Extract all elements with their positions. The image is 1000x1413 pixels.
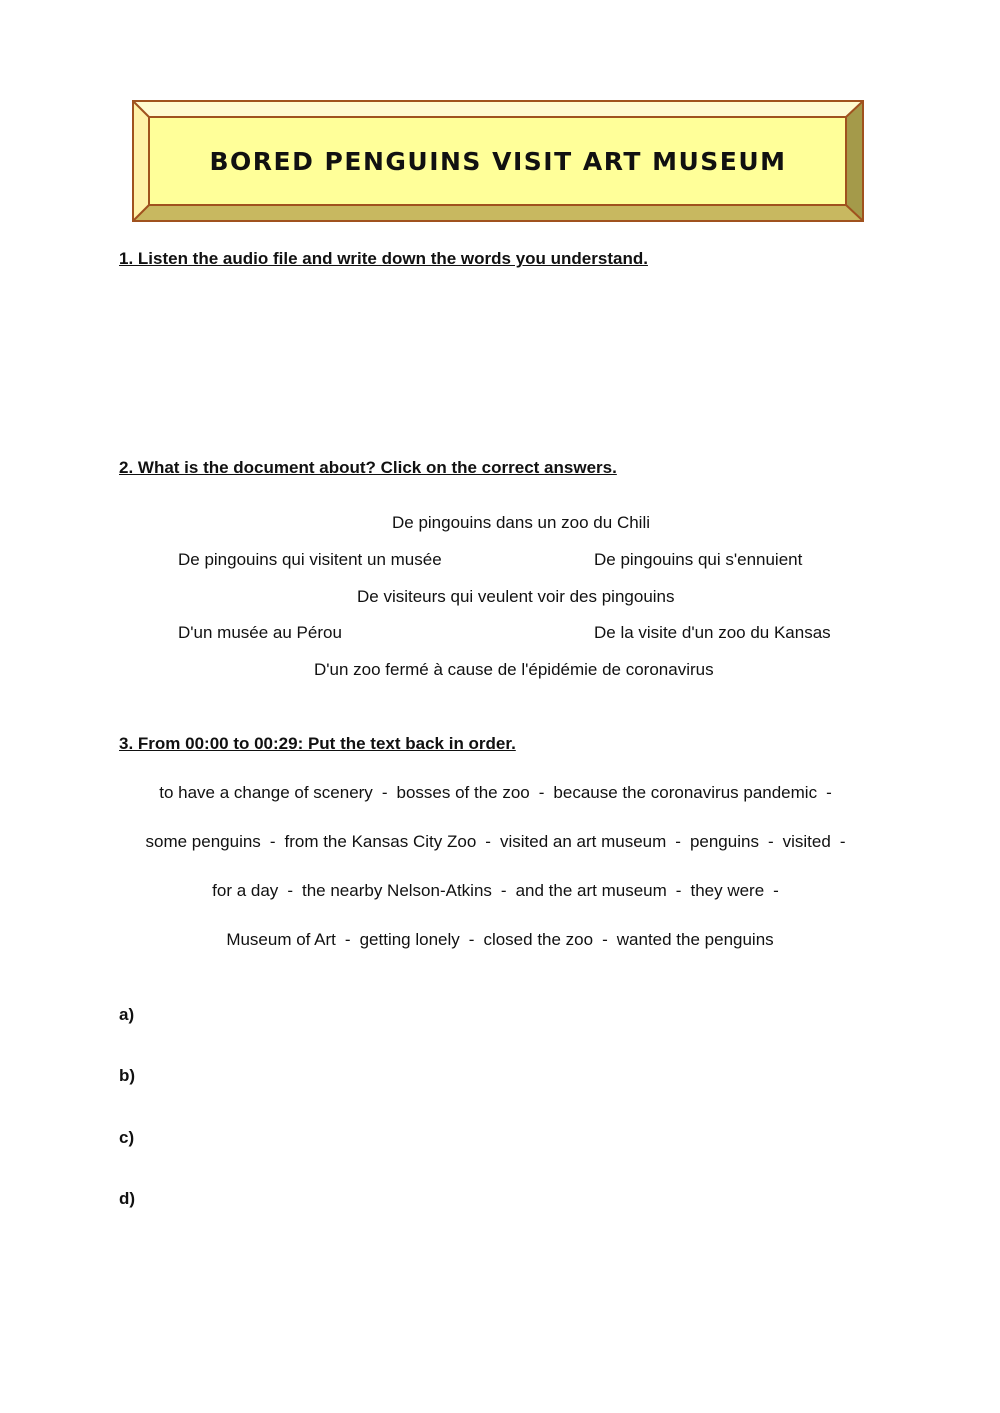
answer-label-d: d) — [119, 1189, 136, 1208]
separator: - — [675, 881, 682, 900]
separator: - — [602, 930, 608, 949]
answer-label-c: c) — [119, 1128, 135, 1147]
word-chip[interactable]: getting lonely — [359, 930, 460, 949]
answer-label-b: b) — [119, 1066, 136, 1085]
word-chip[interactable]: they were — [690, 881, 765, 900]
answer-option[interactable]: D'un zoo fermé à cause de l'épidémie de coronavirus — [314, 660, 714, 679]
separator: - — [538, 783, 545, 802]
word-chip[interactable]: some penguins — [145, 832, 261, 851]
separator: - — [381, 783, 388, 802]
separator: - — [468, 930, 475, 949]
word-chip[interactable]: wanted the penguins — [616, 930, 774, 949]
word-chip[interactable]: closed the zoo — [483, 930, 594, 949]
separator: - — [773, 881, 779, 900]
section-2-heading: 2. What is the document about? Click on the correct answers. — [119, 458, 617, 477]
word-chip[interactable]: for a day — [212, 881, 279, 900]
title-banner — [132, 100, 864, 222]
word-line — [0, 783, 1000, 803]
word-chip[interactable]: bosses of the zoo — [396, 783, 530, 802]
answer-option[interactable]: De pingouins dans un zoo du Chili — [392, 513, 651, 532]
answer-label-a: a) — [119, 1005, 135, 1024]
answer-option[interactable]: De pingouins qui s'ennuient — [594, 550, 803, 569]
separator: - — [675, 832, 681, 851]
answer-option[interactable]: D'un musée au Pérou — [178, 623, 342, 642]
separator: - — [344, 930, 351, 949]
answer-option[interactable]: De visiteurs qui veulent voir des pingouins — [357, 587, 675, 606]
word-chip[interactable]: from the Kansas City Zoo — [284, 832, 477, 851]
separator: - — [839, 832, 846, 851]
separator: - — [826, 783, 832, 802]
word-line — [0, 881, 1000, 901]
word-chip[interactable]: because the coronavirus pandemic — [553, 783, 818, 802]
word-chip[interactable]: visited — [782, 832, 831, 851]
separator: - — [485, 832, 491, 851]
word-chip[interactable]: penguins — [689, 832, 759, 851]
separator: - — [269, 832, 276, 851]
answer-option[interactable]: De la visite d'un zoo du Kansas — [594, 623, 831, 642]
separator: - — [500, 881, 507, 900]
word-chip[interactable]: and the art museum — [515, 881, 667, 900]
word-chip[interactable]: to have a change of scenery — [159, 783, 373, 802]
word-chip[interactable]: Museum of Art — [226, 930, 336, 949]
word-line — [0, 832, 1000, 852]
separator: - — [767, 832, 774, 851]
separator: - — [287, 881, 293, 900]
word-chip[interactable]: the nearby Nelson-Atkins — [301, 881, 492, 900]
section-1-heading: 1. Listen the audio file and write down the words you understand. — [119, 249, 648, 268]
word-line — [0, 930, 1000, 950]
section-3-heading: 3. From 00:00 to 00:29: Put the text back in order. — [119, 734, 516, 753]
answer-option[interactable]: De pingouins qui visitent un musée — [178, 550, 442, 569]
word-chip[interactable]: visited an art museum — [499, 832, 667, 851]
page-title: BORED PENGUINS VISIT ART MUSEUM — [209, 146, 787, 176]
